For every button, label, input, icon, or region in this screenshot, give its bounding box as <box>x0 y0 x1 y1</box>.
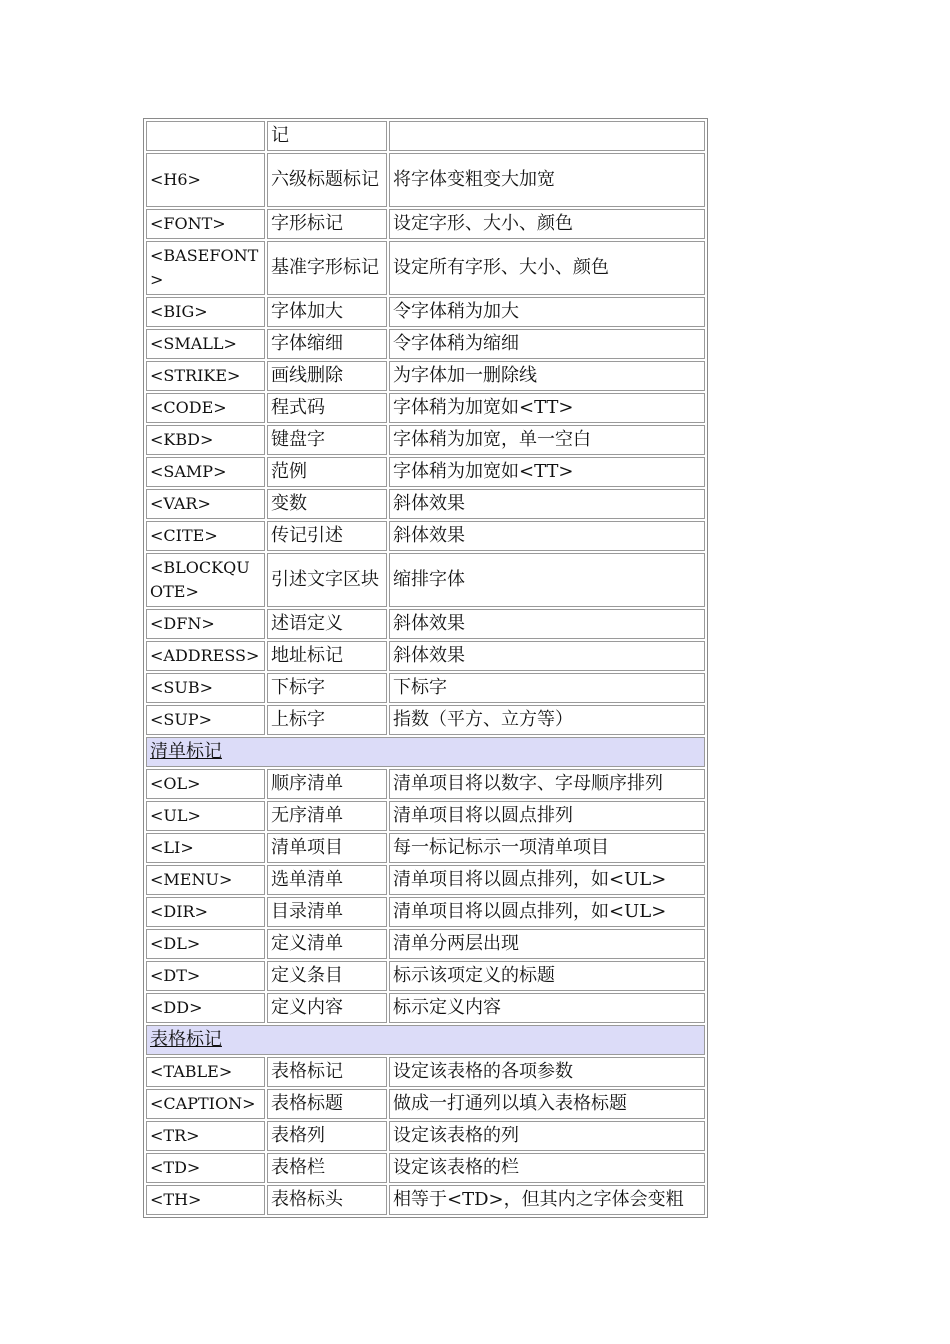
description-cell: 标示定义内容 <box>389 993 705 1023</box>
description-cell: 为字体加一删除线 <box>389 361 705 391</box>
name-cell: 字体缩细 <box>267 329 387 359</box>
description-cell <box>389 121 705 151</box>
table-row <box>146 705 705 735</box>
description-cell: 做成一打通列以填入表格标题 <box>389 1089 705 1119</box>
table-row <box>146 153 705 207</box>
description-cell: 下标字 <box>389 673 705 703</box>
description-cell: 清单项目将以圆点排列 <box>389 801 705 831</box>
name-cell: 传记引述 <box>267 521 387 551</box>
tag-cell: <LI> <box>146 833 265 863</box>
tag-cell <box>146 121 265 151</box>
tag-cell: <TH> <box>146 1185 265 1215</box>
tag-cell: <SAMP> <box>146 457 265 487</box>
description-cell: 清单项目将以数字、字母顺序排列 <box>389 769 705 799</box>
tag-cell: <CITE> <box>146 521 265 551</box>
name-cell: 选单清单 <box>267 865 387 895</box>
tag-cell: <DL> <box>146 929 265 959</box>
tag-cell: <TD> <box>146 1153 265 1183</box>
description-cell: 指数（平方、立方等） <box>389 705 705 735</box>
section-header-cell <box>146 1025 705 1055</box>
tag-cell: <FONT> <box>146 209 265 239</box>
table-row <box>146 1185 705 1215</box>
name-cell: 引述文字区块 <box>267 553 387 607</box>
table-row <box>146 929 705 959</box>
table-row <box>146 297 705 327</box>
description-cell: 清单分两层出现 <box>389 929 705 959</box>
name-cell: 表格列 <box>267 1121 387 1151</box>
table-row <box>146 673 705 703</box>
table-row <box>146 241 705 295</box>
description-cell: 设定该表格的栏 <box>389 1153 705 1183</box>
description-cell: 缩排字体 <box>389 553 705 607</box>
table-row <box>146 361 705 391</box>
table-row <box>146 521 705 551</box>
description-cell: 设定所有字形、大小、颜色 <box>389 241 705 295</box>
tag-cell: <SUB> <box>146 673 265 703</box>
name-cell: 定义内容 <box>267 993 387 1023</box>
name-cell: 顺序清单 <box>267 769 387 799</box>
table-row <box>146 1057 705 1087</box>
name-cell: 地址标记 <box>267 641 387 671</box>
name-cell: 基准字形标记 <box>267 241 387 295</box>
tag-cell: <SUP> <box>146 705 265 735</box>
description-cell: 令字体稍为缩细 <box>389 329 705 359</box>
description-cell: 斜体效果 <box>389 521 705 551</box>
table-row <box>146 425 705 455</box>
tag-cell: <BIG> <box>146 297 265 327</box>
description-cell: 清单项目将以圆点排列，如<UL> <box>389 865 705 895</box>
tag-cell: <CAPTION> <box>146 1089 265 1119</box>
description-cell: 标示该项定义的标题 <box>389 961 705 991</box>
tag-cell: <TABLE> <box>146 1057 265 1087</box>
table-row <box>146 961 705 991</box>
description-cell: 斜体效果 <box>389 489 705 519</box>
section-header-row <box>146 737 705 767</box>
description-cell: 斜体效果 <box>389 609 705 639</box>
description-cell: 每一标记标示一项清单项目 <box>389 833 705 863</box>
table-row <box>146 833 705 863</box>
name-cell: 定义清单 <box>267 929 387 959</box>
section-title: 清单标记 <box>150 741 222 762</box>
description-cell: 清单项目将以圆点排列，如<UL> <box>389 897 705 927</box>
name-cell: 表格标头 <box>267 1185 387 1215</box>
description-cell: 字体稍为加宽如<TT> <box>389 393 705 423</box>
name-cell: 表格标题 <box>267 1089 387 1119</box>
description-cell: 设定字形、大小、颜色 <box>389 209 705 239</box>
name-cell: 键盘字 <box>267 425 387 455</box>
name-cell: 字体加大 <box>267 297 387 327</box>
tag-cell: <ADDRESS> <box>146 641 265 671</box>
name-cell: 程式码 <box>267 393 387 423</box>
table-row <box>146 329 705 359</box>
name-cell: 画线删除 <box>267 361 387 391</box>
description-cell: 将字体变粗变大加宽 <box>389 153 705 207</box>
name-cell: 六级标题标记 <box>267 153 387 207</box>
tag-cell: <DT> <box>146 961 265 991</box>
tag-cell: <BASEFONT> <box>146 241 265 295</box>
table-row <box>146 457 705 487</box>
table-row <box>146 121 705 151</box>
tag-cell: <BLOCKQUOTE> <box>146 553 265 607</box>
name-cell: 变数 <box>267 489 387 519</box>
section-header-cell <box>146 737 705 767</box>
table-row <box>146 209 705 239</box>
description-cell: 设定该表格的各项参数 <box>389 1057 705 1087</box>
table-row <box>146 865 705 895</box>
table-row <box>146 993 705 1023</box>
table-row <box>146 801 705 831</box>
section-title: 表格标记 <box>150 1029 222 1050</box>
name-cell: 定义条目 <box>267 961 387 991</box>
table-row <box>146 769 705 799</box>
tag-cell: <CODE> <box>146 393 265 423</box>
tag-cell: <VAR> <box>146 489 265 519</box>
description-cell: 相等于<TD>，但其内之字体会变粗 <box>389 1185 705 1215</box>
name-cell: 表格标记 <box>267 1057 387 1087</box>
table-row <box>146 1089 705 1119</box>
table-row <box>146 897 705 927</box>
tag-cell: <DIR> <box>146 897 265 927</box>
name-cell: 述语定义 <box>267 609 387 639</box>
tag-cell: <SMALL> <box>146 329 265 359</box>
table-row <box>146 1153 705 1183</box>
tag-cell: <MENU> <box>146 865 265 895</box>
table-row <box>146 1121 705 1151</box>
name-cell: 表格栏 <box>267 1153 387 1183</box>
name-cell: 目录清单 <box>267 897 387 927</box>
name-cell: 上标字 <box>267 705 387 735</box>
description-cell: 字体稍为加宽如<TT> <box>389 457 705 487</box>
name-cell: 范例 <box>267 457 387 487</box>
html-tag-table <box>143 118 708 1218</box>
table-row <box>146 489 705 519</box>
table-row <box>146 641 705 671</box>
name-cell: 下标字 <box>267 673 387 703</box>
name-cell: 清单项目 <box>267 833 387 863</box>
tag-cell: <TR> <box>146 1121 265 1151</box>
description-cell: 斜体效果 <box>389 641 705 671</box>
description-cell: 设定该表格的列 <box>389 1121 705 1151</box>
tag-cell: <DD> <box>146 993 265 1023</box>
tag-cell: <H6> <box>146 153 265 207</box>
name-cell: 记 <box>267 121 387 151</box>
description-cell: 令字体稍为加大 <box>389 297 705 327</box>
name-cell: 无序清单 <box>267 801 387 831</box>
name-cell: 字形标记 <box>267 209 387 239</box>
tag-cell: <KBD> <box>146 425 265 455</box>
tag-cell: <OL> <box>146 769 265 799</box>
section-header-row <box>146 1025 705 1055</box>
tag-cell: <UL> <box>146 801 265 831</box>
tag-cell: <DFN> <box>146 609 265 639</box>
tag-cell: <STRIKE> <box>146 361 265 391</box>
table-row <box>146 553 705 607</box>
table-row <box>146 393 705 423</box>
description-cell: 字体稍为加宽，单一空白 <box>389 425 705 455</box>
table-row <box>146 609 705 639</box>
html-tag-table-body <box>146 121 705 1215</box>
